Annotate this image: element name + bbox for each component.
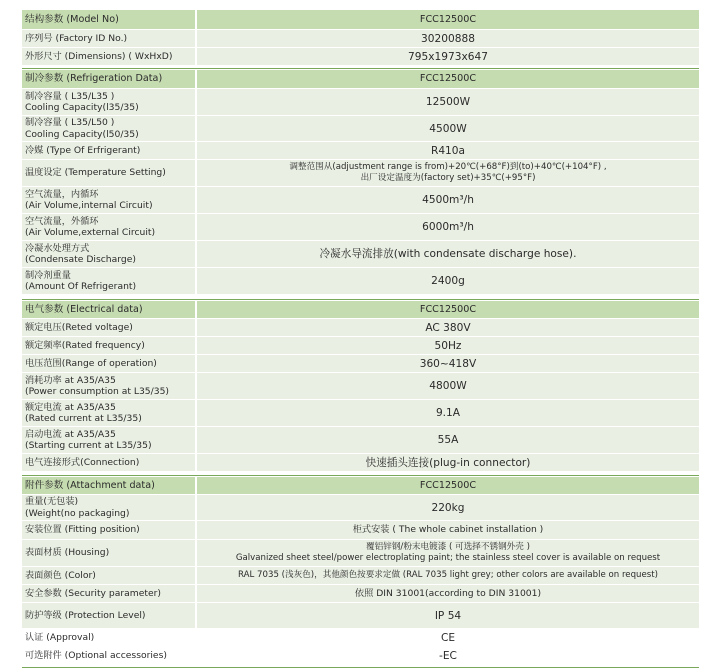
row-value — [197, 319, 699, 336]
spec-row-air-internal — [22, 187, 699, 214]
label-line: 电压范围(Range of operation) — [25, 357, 157, 369]
value-line: 2400g — [431, 275, 465, 287]
value-line: 6000m³/h — [422, 221, 474, 233]
row-label — [22, 647, 197, 664]
spec-row-protection — [22, 603, 699, 629]
header-model: FCC12500C — [419, 303, 477, 315]
label-line: 额定电压(Reted voltage) — [25, 321, 133, 333]
spec-row-power — [22, 373, 699, 400]
label-line: 冷凝水处理方式 — [25, 242, 90, 254]
label-line: Cooling Capacity(l35/35) — [25, 102, 139, 113]
row-label — [22, 585, 197, 602]
row-label — [22, 160, 197, 186]
value-line: 220kg — [431, 501, 465, 514]
label-line: 认证 (Approval) — [25, 631, 95, 643]
spec-row-fitting — [22, 521, 699, 540]
spec-row-temperature — [22, 160, 699, 187]
value-line: 冷凝水导流排放(with condensate discharge hose). — [319, 248, 577, 260]
row-label — [22, 495, 197, 520]
row-label — [22, 540, 197, 566]
value-line: 出厂设定温度为(factory set)+35℃(+95°F) — [360, 173, 536, 183]
value-line: Galvanized sheet steel/power electroplating paint; the stainless steel cover is available on request — [235, 553, 661, 563]
row-value — [197, 268, 699, 294]
label-line: 安全参数 (Security parameter) — [25, 587, 161, 599]
table-bottom-rule — [22, 667, 699, 668]
value-line: 30200888 — [421, 32, 475, 45]
label-line: Cooling Capacity(l50/35) — [25, 128, 139, 140]
label-line: 电气连接形式(Connection) — [25, 456, 140, 468]
header-label: 附件参数 (Attachment data) — [22, 477, 197, 494]
value-line: 4500W — [429, 122, 467, 135]
row-value — [197, 48, 699, 65]
label-line: 外形尺寸 (Dimensions) ( WxHxD) — [25, 50, 173, 62]
row-label — [22, 337, 197, 354]
spec-row-air-external — [22, 214, 699, 241]
value-line: 依照 DIN 31001(according to DIN 31001) — [354, 587, 542, 599]
label-line: 表面颜色 (Color) — [25, 569, 96, 581]
row-value — [197, 521, 699, 539]
value-line: 4500m³/h — [422, 194, 474, 206]
spec-row-housing — [22, 540, 699, 567]
spec-row-starting-current — [22, 427, 699, 454]
spec-row-dimensions — [22, 48, 699, 66]
row-label — [22, 214, 197, 240]
label-line: 制冷容量 ( L35/L50 ) — [25, 117, 115, 128]
label-line: (Power consumption at L35/35) — [25, 386, 170, 397]
row-label — [22, 521, 197, 539]
row-value — [197, 454, 699, 471]
row-value — [197, 629, 699, 646]
section-divider — [22, 475, 699, 476]
value-line: IP 54 — [434, 609, 462, 622]
header-model: FCC12500C — [419, 73, 477, 84]
spec-row-connection — [22, 454, 699, 472]
row-value — [197, 647, 699, 664]
spec-row-approval — [22, 629, 699, 647]
row-value — [197, 89, 699, 115]
value-line: 覆铝锌钢/粉末电镀漆 ( 可选择不锈钢外壳 ) — [366, 542, 530, 553]
label-line: (Condensate Discharge) — [25, 254, 136, 265]
row-label — [22, 454, 197, 471]
section-divider — [22, 299, 699, 300]
row-value — [197, 355, 699, 372]
row-value — [197, 585, 699, 602]
row-value — [197, 495, 699, 520]
label-line: 重量(无包装) — [25, 496, 79, 507]
row-label — [22, 567, 197, 584]
label-line: 空气流量，内循环 — [25, 188, 99, 200]
row-value — [197, 30, 699, 47]
label-line: 序列号 (Factory ID No.) — [25, 32, 128, 44]
spec-row-factory-id — [22, 30, 699, 48]
label-line: (Air Volume,external Circuit) — [25, 227, 156, 238]
row-label — [22, 48, 197, 65]
spec-row-rated-current — [22, 400, 699, 427]
label-line: 启动电流 at A35/A35 — [25, 428, 116, 440]
row-label — [22, 603, 197, 628]
label-line: (Rated current at L35/35) — [25, 413, 142, 424]
row-label — [22, 629, 197, 646]
row-value — [197, 400, 699, 426]
label-line: 冷媒 (Type Of Erfrigerant) — [25, 144, 141, 156]
spec-row-frequency — [22, 337, 699, 355]
row-label — [22, 355, 197, 372]
spec-row-accessories — [22, 647, 699, 665]
header-label: 结构参数 (Model No) — [22, 10, 197, 29]
section-header-refrigeration — [22, 70, 699, 89]
spec-row-refrigerant — [22, 142, 699, 160]
value-line: 4800W — [429, 380, 467, 392]
label-line: (Weight(no packaging) — [25, 507, 130, 519]
section-header-structural — [22, 10, 699, 30]
row-value — [197, 567, 699, 584]
row-label — [22, 373, 197, 399]
value-line: R410a — [430, 144, 466, 157]
label-line: 制冷剂重量 — [25, 269, 71, 281]
row-label — [22, 400, 197, 426]
value-line: 快速插头连接(plug-in connector) — [365, 456, 531, 469]
row-value — [197, 142, 699, 159]
spec-row-cooling-l50 — [22, 116, 699, 142]
label-line: (Air Volume,internal Circuit) — [25, 200, 153, 211]
value-line: -EC — [439, 649, 457, 662]
row-value — [197, 337, 699, 354]
row-value — [197, 214, 699, 240]
row-value — [197, 540, 699, 566]
section-header-electrical — [22, 301, 699, 319]
section-header-attachment — [22, 477, 699, 495]
value-line: AC 380V — [425, 321, 471, 334]
row-label — [22, 142, 197, 159]
section-divider — [22, 68, 699, 69]
label-line: 可选附件 (Optional accessories) — [25, 649, 167, 661]
row-label — [22, 89, 197, 115]
label-line: 额定频率(Rated frequency) — [25, 339, 145, 351]
label-line: 表面材质 (Housing) — [25, 547, 110, 559]
row-label — [22, 30, 197, 47]
spec-row-weight — [22, 495, 699, 521]
label-line: 空气流量，外循环 — [25, 215, 99, 227]
value-line: 调整范围从(adjustment range is from)+20℃(+68°F)到(to)+40℃(+104°F) , — [289, 162, 607, 173]
row-value — [197, 241, 699, 267]
row-label — [22, 268, 197, 294]
label-line: (Amount Of Refrigerant) — [25, 281, 137, 292]
value-line: 12500W — [425, 96, 471, 108]
spec-row-condensate — [22, 241, 699, 268]
header-label: 制冷参数 (Refrigeration Data) — [22, 70, 197, 88]
value-line: 795x1973x647 — [408, 50, 488, 63]
value-line: 55A — [437, 434, 459, 446]
row-value — [197, 160, 699, 186]
row-value — [197, 427, 699, 453]
value-line: CE — [440, 631, 456, 644]
header-label: 电气参数 (Electrical data) — [22, 301, 197, 318]
label-line: 防护等级 (Protection Level) — [25, 609, 146, 621]
value-line: 9.1A — [435, 407, 461, 419]
label-line: 制冷容量 ( L35/L35 ) — [25, 90, 115, 102]
row-value — [197, 187, 699, 213]
spec-row-color — [22, 567, 699, 585]
row-label — [22, 319, 197, 336]
label-line: 安装位置 (Fitting position) — [25, 524, 140, 536]
spec-row-security — [22, 585, 699, 603]
label-line: 温度设定 (Temperature Setting) — [25, 167, 166, 179]
spec-row-cooling-l35 — [22, 89, 699, 116]
value-line: RAL 7035 (浅灰色)，其他颜色按要求定做 (RAL 7035 light grey; other colors are available on request) — [238, 570, 658, 581]
value-line: 50Hz — [434, 339, 462, 352]
label-line: 额定电流 at A35/A35 — [25, 401, 116, 413]
row-label — [22, 116, 197, 141]
spec-row-voltage-range — [22, 355, 699, 373]
row-value — [197, 603, 699, 628]
label-line: (Starting current at L35/35) — [25, 440, 152, 451]
row-label — [22, 187, 197, 213]
label-line: 消耗功率 at A35/A35 — [25, 374, 116, 386]
header-model: FCC12500C — [419, 13, 477, 25]
row-value — [197, 373, 699, 399]
value-line: 360~418V — [419, 357, 477, 370]
row-value — [197, 116, 699, 141]
spec-row-refrigerant-amount — [22, 268, 699, 295]
spec-row-voltage — [22, 319, 699, 337]
value-line: 柜式安装 ( The whole cabinet installation ) — [352, 524, 544, 536]
row-label — [22, 427, 197, 453]
row-label — [22, 241, 197, 267]
header-model: FCC12500C — [419, 479, 477, 491]
